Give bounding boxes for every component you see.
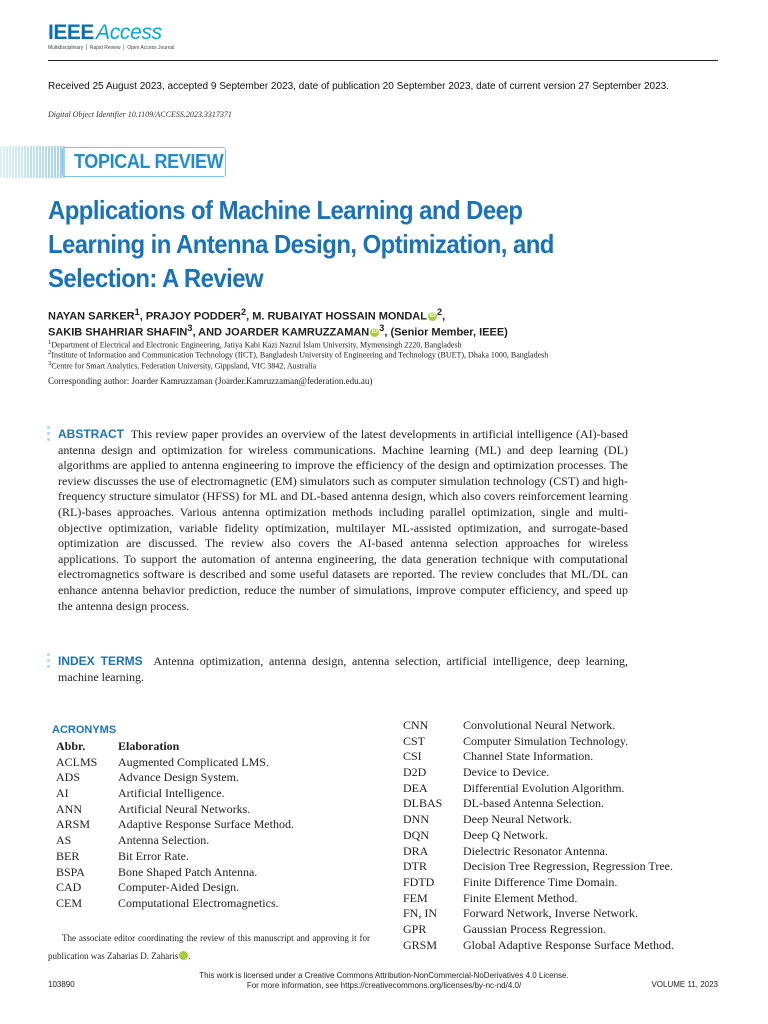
acronym-row: [56, 834, 294, 850]
acronym-row: [403, 813, 674, 829]
acronym-abbr: CEM: [56, 895, 83, 910]
abstract-heading: ABSTRACT: [58, 427, 124, 441]
doi-line: Digital Object Identifier 10.1109/ACCESS.2023.3317371: [48, 110, 232, 119]
affiliation-text: Institute of Information and Communication Technology (IICT), Bangladesh University of Engineering and Technology (BUET), Dhaka 1000, Bangladesh: [51, 350, 549, 360]
acronym-abbr: BER: [56, 848, 80, 863]
acronym-row: [403, 766, 674, 782]
acronym-elaboration: Deep Q Network.: [463, 827, 548, 842]
stripe: [45, 146, 47, 178]
acronym-elaboration: Deep Neural Network.: [463, 812, 572, 827]
acronym-row: [56, 787, 294, 803]
affiliation-marker: 3: [187, 323, 193, 333]
acronym-abbr: DRA: [403, 843, 429, 858]
editor-note-text: The associate editor coordinating the review of this manuscript and approving it for publication was Zaharias D. Zaharis: [48, 933, 370, 961]
authors-line-2: [48, 324, 508, 339]
stripe: [39, 146, 41, 178]
acronym-row: [403, 892, 674, 908]
acronym-row: [403, 750, 674, 766]
acronyms-heading: ACRONYMS: [52, 724, 117, 736]
acronyms-table-left: [56, 740, 294, 913]
acronym-abbr: AI: [56, 786, 69, 801]
stripe: [24, 146, 26, 178]
elaboration-column-header: Elaboration: [118, 739, 180, 753]
acronym-abbr: ADS: [56, 770, 81, 785]
acronym-elaboration: Global Adaptive Response Surface Method.: [463, 937, 674, 952]
affiliation-text: Centre for Smart Analytics, Federation University, Gippsland, VIC 3842, Australia: [51, 361, 317, 371]
acronym-elaboration: Bone Shaped Patch Antenna.: [118, 864, 258, 879]
author-name: , PRAJOY PODDER: [139, 310, 241, 323]
topical-review-banner: TOPICAL REVIEW: [74, 151, 224, 173]
acronym-abbr: GPR: [403, 921, 427, 936]
abstract-dots-decoration: [47, 426, 50, 444]
ieee-logo: IEEE: [48, 21, 94, 44]
acronym-elaboration: Device to Device.: [463, 765, 550, 780]
acronym-row: [403, 829, 674, 845]
acronym-abbr: CSI: [403, 749, 422, 764]
acronym-row: [56, 771, 294, 787]
editor-note: [48, 929, 370, 965]
acronym-elaboration: Computational Electromagnetics.: [118, 895, 279, 910]
license-line-1: This work is licensed under a Creative Commons Attribution-NonCommercial-NoDerivatives 4.0 License.: [199, 971, 569, 980]
acronym-elaboration: Bit Error Rate.: [118, 848, 189, 863]
acronym-abbr: CAD: [56, 880, 82, 895]
abstract-text: This review paper provides an overview of the latest developments in artificial intelligence (AI)-based antenna design and optimization for wireless communications. Machine learning (ML) and deep learning (DL) algorithms are applied to antenna engineering to improve the efficiency of the design and optimization processes. The review discusses the use of electromagnetic (EM) simulators such as computer simulation technology (CST) and high-frequency structure simulator (HFSS) for ML and DL-based antenna design, which also covers reinforcement learning (RL)-bases approaches. Various antenna optimization methods including parallel optimization, single and multi-objective optimization, variable fidelity optimization, multilayer ML-assisted optimization, and surrogate-based optimization are discussed. The review also covers the AI-based antenna selection approaches for wireless applications. To support the automation of antenna engineering, the data generation technique with computational electromagnetics software is described and some useful datasets are reported. The review concludes that ML/DL can enhance antenna behavior prediction, reduce the number of simulations, improve computer efficiency, and speed up the antenna design process.: [58, 427, 628, 613]
acronym-row: [56, 803, 294, 819]
paper-title: Applications of Machine Learning and Deep Learning in Antenna Design, Optimization, and Selection: A Review: [48, 195, 554, 293]
acronym-abbr: DNN: [403, 812, 429, 827]
author-membership: , (Senior Member, IEEE): [384, 326, 508, 339]
acronym-row: [403, 797, 674, 813]
stripe: [27, 146, 29, 178]
stripe: [51, 146, 53, 178]
abstract-block: [58, 427, 628, 614]
affiliation-text: Department of Electrical and Electronic Engineering, Jatiya Kabi Kazi Nazrul Islam University, Mymensingh 2220, Bangladesh: [51, 340, 462, 350]
affiliation-marker: 2: [436, 307, 443, 317]
acronym-elaboration: Finite Element Method.: [463, 890, 578, 905]
corresponding-author: Corresponding author: Joarder Kamruzzaman (Joarder.Kamruzzaman@federation.edu.au): [48, 376, 373, 386]
acronym-abbr: ARSM: [56, 817, 91, 832]
acronym-elaboration: Antenna Selection.: [118, 833, 210, 848]
stripe: [57, 146, 59, 178]
affiliation-marker: 1: [134, 307, 140, 317]
acronym-row: [56, 866, 294, 882]
acronym-elaboration: DL-based Antenna Selection.: [463, 796, 604, 811]
stripe: [54, 146, 56, 178]
affiliation-2: [48, 350, 548, 360]
acronym-elaboration: Gaussian Process Regression.: [463, 921, 606, 936]
affiliation-number: 2: [48, 349, 52, 356]
volume-label: VOLUME 11, 2023: [651, 980, 718, 989]
stripe: [30, 146, 32, 178]
affiliation-3: [48, 361, 316, 371]
stripe: [18, 146, 20, 178]
acronym-row: [403, 907, 674, 923]
stripe: [9, 146, 11, 178]
author-name: NAYAN SARKER: [48, 310, 135, 323]
acronym-row: [403, 876, 674, 892]
affiliation-1: [48, 340, 462, 350]
acronym-abbr: ACLMS: [56, 754, 98, 769]
author-name: , M. RUBAIYAT HOSSAIN MONDAL: [246, 310, 427, 323]
acronyms-table-right: [403, 719, 674, 954]
index-terms-block: [58, 654, 628, 685]
authors-line-1: [48, 308, 445, 323]
stripe: [48, 146, 50, 178]
acronym-row: [403, 735, 674, 751]
acronym-abbr: FEM: [403, 890, 428, 905]
acronym-elaboration: Adaptive Response Surface Method.: [118, 817, 294, 832]
acronym-row: [56, 897, 294, 913]
acronym-abbr: FDTD: [403, 874, 435, 889]
acronym-elaboration: Convolutional Neural Network.: [463, 718, 616, 732]
index-terms-dots-decoration: [47, 653, 50, 671]
affiliation-number: 3: [48, 360, 52, 367]
acronym-abbr: FN, IN: [403, 906, 438, 921]
abbr-column-header: Abbr.: [56, 739, 86, 753]
stripe: [12, 146, 14, 178]
orcid-icon[interactable]: iD: [179, 951, 188, 960]
stripe: [0, 146, 2, 178]
acronym-abbr: ANN: [56, 801, 82, 816]
acronym-row: [403, 939, 674, 955]
orcid-icon[interactable]: iD: [429, 312, 436, 319]
acronym-row: [403, 719, 674, 735]
acronym-elaboration: Decision Tree Regression, Regression Tree.: [463, 859, 673, 874]
stripe: [21, 146, 23, 178]
acronym-elaboration: Forward Network, Inverse Network.: [463, 906, 638, 921]
acronym-abbr: AS: [56, 833, 72, 848]
stripe: [6, 146, 8, 178]
stripe: [33, 146, 35, 178]
acronym-abbr: CNN: [403, 718, 429, 732]
acronym-abbr: BSPA: [56, 864, 85, 879]
acronym-abbr: CST: [403, 733, 426, 748]
orcid-icon[interactable]: iD: [371, 328, 378, 335]
acronym-abbr: DEA: [403, 780, 428, 795]
stripe: [15, 146, 17, 178]
author-name: , AND JOARDER KAMRUZZAMAN: [192, 326, 370, 339]
index-terms-text: Antenna optimization, antenna design, antenna selection, artificial intelligence, deep learning, machine learning.: [58, 654, 628, 684]
access-logo: Access: [96, 21, 162, 44]
stripe: [36, 146, 38, 178]
acronyms-header-row: [56, 740, 294, 756]
acronym-abbr: D2D: [403, 765, 427, 780]
acronym-elaboration: Channel State Information.: [463, 749, 594, 764]
acronym-row: [56, 818, 294, 834]
author-separator: ,: [442, 310, 446, 323]
acronym-abbr: DQN: [403, 827, 429, 842]
stripe: [42, 146, 44, 178]
acronym-row: [56, 850, 294, 866]
license-line-2[interactable]: For more information, see https://creativecommons.org/licenses/by-nc-nd/4.0/: [246, 981, 522, 990]
acronym-row: [56, 756, 294, 772]
acronym-row: [403, 845, 674, 861]
acronym-abbr: GRSM: [403, 937, 438, 952]
acronym-abbr: DTR: [403, 859, 427, 874]
journal-tagline: Multidisciplinary ⎪ Rapid Review ⎪ Open Access Journal: [48, 45, 175, 51]
stripe: [3, 146, 5, 178]
affiliation-marker: 2: [240, 307, 247, 317]
author-name: SAKIB SHAHRIAR SHAFIN: [48, 326, 188, 339]
editor-note-end: .: [188, 951, 191, 961]
banner-stripes-decoration: [0, 146, 68, 178]
page-number: 103890: [48, 980, 75, 989]
affiliation-number: 1: [48, 339, 52, 346]
index-terms-heading: INDEX TERMS: [58, 654, 143, 668]
received-dates: Received 25 August 2023, accepted 9 September 2023, date of publication 20 September 2023, date of current version 27 September 2023.: [48, 81, 669, 92]
acronym-elaboration: Artificial Neural Networks.: [118, 801, 251, 816]
acronym-row: [403, 860, 674, 876]
acronym-row: [56, 881, 294, 897]
acronym-elaboration: Differential Evolution Algorithm.: [463, 780, 625, 795]
acronym-elaboration: Computer-Aided Design.: [118, 880, 240, 895]
header-divider: [48, 60, 718, 61]
affiliation-marker: 3: [379, 323, 385, 333]
acronym-elaboration: Artificial Intelligence.: [118, 786, 225, 801]
acronym-elaboration: Dielectric Resonator Antenna.: [463, 843, 608, 858]
acronym-row: [403, 923, 674, 939]
acronym-elaboration: Finite Difference Time Domain.: [463, 874, 618, 889]
acronym-row: [403, 782, 674, 798]
acronym-elaboration: Advance Design System.: [118, 770, 239, 785]
acronym-elaboration: Computer Simulation Technology.: [463, 733, 629, 748]
acronym-elaboration: Augmented Complicated LMS.: [118, 754, 269, 769]
acronym-abbr: DLBAS: [403, 796, 443, 811]
